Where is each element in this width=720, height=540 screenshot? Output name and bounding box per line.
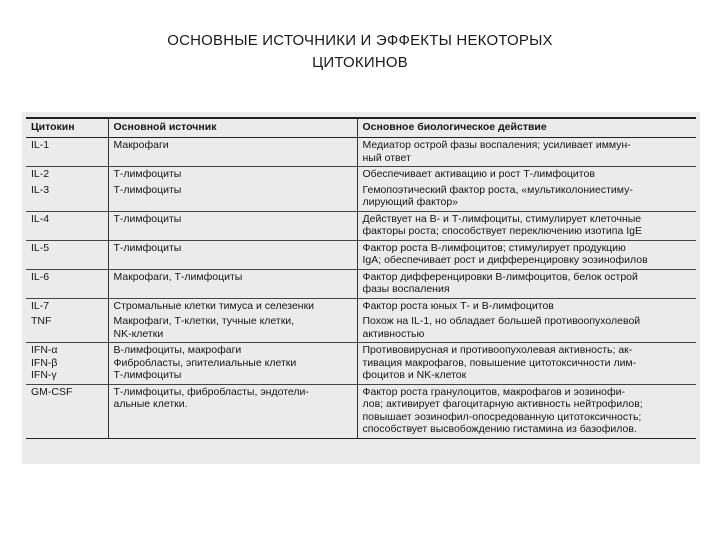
slide-title-line-1: ОСНОВНЫЕ ИСТОЧНИКИ И ЭФФЕКТЫ НЕКОТОРЫХ (167, 32, 553, 49)
cell-action (357, 138, 696, 167)
cell-action-line: Фактор роста гранулоцитов, макрофагов и эозинофи- (362, 385, 625, 398)
cell-source (108, 183, 357, 212)
table-row (26, 138, 696, 167)
cell-source-line: Т-лимфоциты (113, 183, 182, 196)
cell-source-line: Макрофаги, Т-лимфоциты (113, 270, 243, 283)
cell-cytokine-line: IL-1 (31, 139, 50, 151)
cell-source (108, 269, 357, 298)
table-row (26, 240, 696, 269)
cell-cytokine-line: IL-4 (31, 212, 50, 225)
slide-title-line-2: ЦИТОКИНОВ (312, 54, 408, 71)
cell-source (108, 384, 357, 438)
cell-cytokine (26, 298, 108, 314)
table-row (26, 384, 696, 438)
cell-action-line: лирующий фактор» (362, 196, 459, 208)
header-action: Основное биологическое действие (357, 118, 696, 138)
cell-source-line: Т-лимфоциты (113, 241, 182, 254)
cell-source-line: Макрофаги (113, 139, 169, 151)
table-row (26, 298, 696, 314)
cell-action (357, 298, 696, 314)
cell-cytokine-line: GM-CSF (31, 385, 73, 398)
cell-action-line: факторы роста; способствует переключению изотипа IgE (362, 225, 642, 237)
cell-action (357, 269, 696, 298)
cell-action-line: Действует на В- и Т-лимфоциты, стимулирует клеточные (362, 212, 642, 225)
cell-action-line: повышает эозинофил-опосредованную цитотоксичность; (362, 410, 642, 423)
cell-action-line: Противовирусная и противоопухолевая активность; ак- (362, 344, 633, 356)
table-row (26, 269, 696, 298)
cell-cytokine-line: IL-5 (31, 241, 50, 254)
cell-source (108, 138, 357, 167)
cell-source-line: Т-лимфоциты (113, 369, 182, 381)
cell-cytokine-line: TNF (31, 315, 52, 327)
cell-action-line: Фактор дифференцировки В-лимфоцитов, белок острой (362, 270, 638, 283)
cell-cytokine (26, 269, 108, 298)
cell-action-line: лов; активирует фагоцитарную активность нейтрофилов; (362, 398, 643, 410)
table-row (26, 343, 696, 385)
cell-cytokine (26, 138, 108, 167)
cell-action-line: Фактор роста В-лимфоцитов; стимулирует продукцию (362, 241, 626, 254)
cell-cytokine (26, 183, 108, 212)
cell-action-line: Гемопоэтический фактор роста, «мультиколониестиму- (362, 183, 633, 196)
cell-action (357, 183, 696, 212)
cell-action-line: способствует высвобождению гистамина из базофилов. (362, 423, 637, 435)
header-cytokine: Цитокин (26, 118, 108, 138)
cell-action (357, 167, 696, 183)
cell-source-line: Стромальные клетки тимуса и селезенки (113, 299, 315, 312)
table-row (26, 314, 696, 343)
cell-cytokine-line: IL-2 (31, 168, 50, 180)
cytokine-table (26, 117, 696, 439)
cell-cytokine-line: IFN-γ (31, 369, 57, 381)
cell-action (357, 211, 696, 240)
cell-action-line: Фактор роста юных Т- и В-лимфоцитов (362, 299, 554, 312)
cell-action-line: фазы воспаления (362, 283, 450, 295)
cell-action-line: ный ответ (362, 151, 411, 164)
cell-source-line: Т-лимфоциты (113, 212, 182, 225)
slide-title (60, 30, 660, 74)
cell-action-line: Обеспечивает активацию и рост Т-лимфоцитов (362, 168, 595, 180)
cell-action-line: фоцитов и NK-клеток (362, 369, 467, 381)
cell-source-line: В-лимфоциты, макрофаги (113, 344, 242, 356)
cell-source (108, 298, 357, 314)
cell-cytokine-line: IL-7 (31, 299, 50, 312)
cell-action-line: IgA; обеспечивает рост и дифференцировку эозинофилов (362, 254, 648, 266)
cell-source (108, 314, 357, 343)
cell-source-line: Макрофаги, Т-клетки, тучные клетки, (113, 315, 295, 327)
cell-cytokine-line: IL-6 (31, 270, 50, 283)
table-row (26, 167, 696, 183)
cell-action-line: активностью (362, 327, 425, 340)
cell-action-line: тивация макрофагов, повышение цитотоксичности лим- (362, 356, 637, 369)
table-header-row (26, 118, 696, 138)
cell-source-line: Т-лимфоциты, фибробласты, эндотели- (113, 385, 309, 398)
cell-action-line: Медиатор острой фазы воспаления; усиливает иммун- (362, 139, 631, 151)
cell-cytokine (26, 211, 108, 240)
cell-action-line: Похож на IL-1, но обладает большей противоопухолевой (362, 315, 641, 327)
cell-cytokine-line: IFN-α (31, 344, 58, 356)
cell-cytokine (26, 343, 108, 385)
cell-action (357, 314, 696, 343)
cell-cytokine (26, 167, 108, 183)
table-row (26, 183, 696, 212)
table-body (26, 138, 696, 439)
cell-source (108, 240, 357, 269)
cell-source (108, 167, 357, 183)
cell-cytokine (26, 384, 108, 438)
cell-source-line: Фибробласты, эпителиальные клетки (113, 356, 297, 369)
cell-source-line: NK-клетки (113, 327, 164, 340)
cell-source-line: альные клетки. (113, 398, 188, 410)
cell-action (357, 240, 696, 269)
table-row (26, 211, 696, 240)
cell-source (108, 211, 357, 240)
cell-cytokine-line: IL-3 (31, 183, 50, 196)
cell-cytokine-line: IFN-β (31, 356, 58, 369)
cell-cytokine (26, 240, 108, 269)
cell-action (357, 384, 696, 438)
cell-action (357, 343, 696, 385)
header-source: Основной источник (108, 118, 357, 138)
cell-source (108, 343, 357, 385)
cell-source-line: Т-лимфоциты (113, 168, 182, 180)
cell-cytokine (26, 314, 108, 343)
